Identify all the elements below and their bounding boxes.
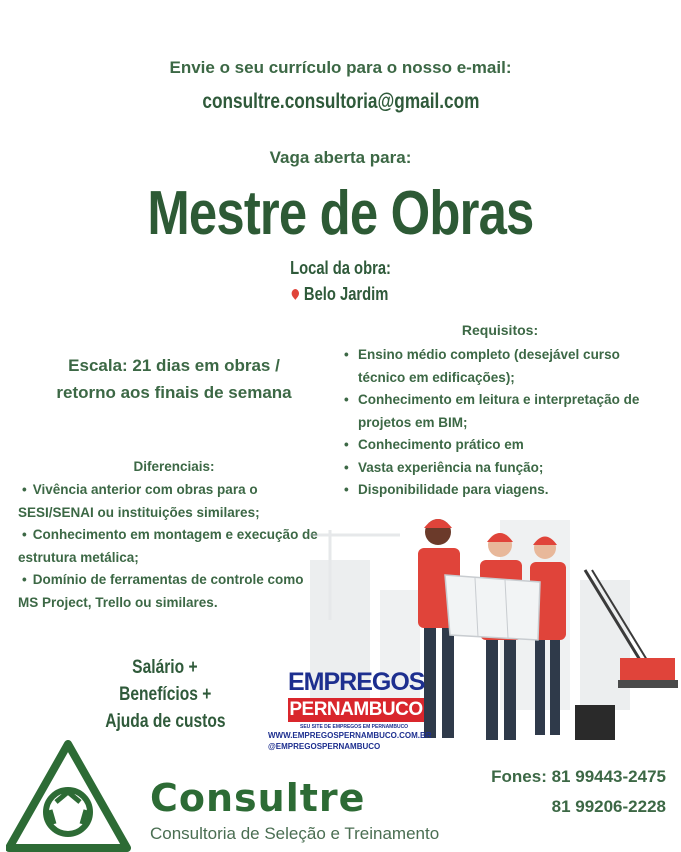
email-instruction: Envie o seu currículo para o nosso e-mail: [169, 58, 512, 77]
job-title [0, 178, 681, 249]
list-item: • Domínio de ferramentas de controle como MS Project, Trello ou similares. [18, 572, 304, 610]
partner-logo-tagline: SEU SITE DE EMPREGOS EM PERNAMBUCO [300, 724, 409, 730]
list-item: • Vasta experiência na função; [340, 457, 670, 480]
partner-website[interactable]: WWW.EMPREGOSPERNAMBUCO.COM.BR [268, 731, 432, 740]
work-location-label-text: Local da obra: [290, 258, 391, 278]
list-item: • Disponibilidade para viagens. [340, 479, 670, 502]
work-location-value [0, 284, 681, 305]
list-item: • Ensino médio completo (desejável curso técnico em edificações); [340, 344, 670, 389]
partner-logo[interactable] [268, 668, 448, 756]
work-schedule-line-1: Escala: 21 dias em obras / [68, 356, 280, 375]
location-pin-icon [291, 287, 301, 300]
phone-2[interactable]: 81 99206-2228 [551, 797, 666, 816]
benefits-block [90, 654, 240, 735]
list-item: • Conhecimento em montagem e execução de estrutura metálica; [18, 527, 318, 565]
list-item: • Conhecimento prático em [340, 434, 670, 457]
work-location-label [0, 258, 681, 279]
benefit-benefits: Benefícios + [118, 684, 212, 705]
contact-phones [440, 762, 666, 822]
open-position-label: Vaga aberta para: [269, 148, 412, 167]
briefcase-icon [575, 705, 615, 740]
benefit-allowance: Ajuda de custos [104, 711, 226, 732]
work-schedule [18, 352, 330, 406]
requirements-title: Requisitos: [461, 322, 539, 338]
list-item: • Vivência anterior com obras para o SESI/SENAI ou instituições similares; [18, 482, 260, 520]
email-address-text: consultre.consultoria@gmail.com [201, 90, 480, 113]
brand-name: Consultre [150, 776, 366, 820]
job-title-text: Mestre de Obras [147, 179, 534, 248]
partner-logo-word-2: PERNAMBUCO [289, 699, 423, 720]
list-item-text: Domínio de ferramentas de controle como MS Project, Trello ou similares. [18, 572, 304, 610]
email-address[interactable] [0, 90, 681, 114]
list-item: • Conhecimento em leitura e interpretação de projetos em BIM; [340, 389, 670, 434]
partner-logo-word-1: EMPREGOS [288, 668, 425, 696]
list-item-text: Conhecimento em montagem e execução de estrutura metálica; [18, 527, 318, 565]
list-item-text: Vivência anterior com obras para o SESI/SENAI ou instituições similares; [18, 482, 260, 520]
consultre-logo-icon [6, 740, 131, 852]
phone-1[interactable]: Fones: 81 99443-2475 [491, 767, 666, 786]
requirements-list [340, 344, 670, 502]
partner-handle[interactable]: @EMPREGOSPERNAMBUCO [268, 742, 381, 751]
work-location-text: Belo Jardim [304, 284, 389, 304]
brand-tagline: Consultoria de Seleção e Treinamento [150, 824, 440, 843]
work-schedule-line-2: retorno aos finais de semana [56, 383, 292, 402]
differentials-title: Diferenciais: [133, 459, 215, 474]
differentials-list [18, 479, 318, 614]
blueprint-icon [445, 575, 540, 640]
benefit-salary: Salário + [132, 657, 198, 678]
